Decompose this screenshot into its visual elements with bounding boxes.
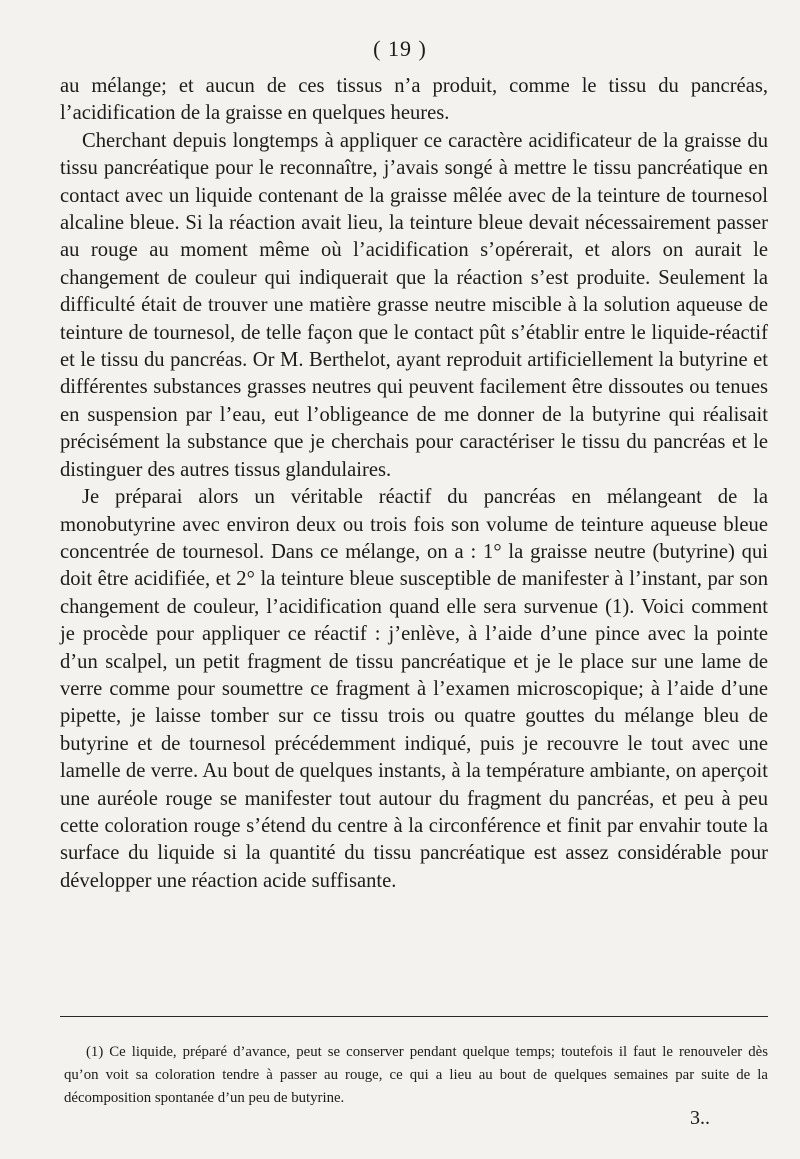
paragraph: Je préparai alors un véritable réactif du pancréas en mélangeant de la monobutyrine avec environ deux ou trois fois son volume de teinture aqueuse bleue concentrée de tournesol. Dans ce mélange, on a : 1° la graisse neutre (butyrine) qui doit être acidifiée, et 2° la teinture bleue susceptible de manifester à l’instant, par son changement de couleur, l’acidification quand elle sera survenue (1). Voici comment je procède pour appliquer ce réactif : j’enlève, à l’aide d’une pince avec la pointe d’un scalpel, un petit fragment de tissu pancréatique et je le place sur une lame de verre comme pour soumettre ce fragment à l’examen microscopique; à l’aide d’une pipette, je laisse tomber sur ce tissu trois ou quatre gouttes du mélange bleu de butyrine et de tournesol précédemment indiqué, puis je recouvre le tout avec une lamelle de verre. Au bout de quelques instants, à la température ambiante, on aperçoit une auréole rouge se manifester tout autour du fragment du pancréas, et peu à peu cette coloration rouge s’étend du centre à la circonférence et finit par envahir toute la surface du liquide si la quantité du tissu pancréatique est assez considérable pour développer une réaction acide suffisante. — [60, 486, 768, 892]
body-text — [60, 73, 768, 895]
footnote: (1) Ce liquide, préparé d’avance, peut se conserver pendant quelque temps; toutefois il faut le renouveler dès qu’on voit sa coloration tendre à passer au rouge, ce qui a lieu au bout de quelques semaines par suite de la décomposition spontanée d’un peu de butyrine. — [64, 1044, 768, 1106]
footnote-divider — [60, 1016, 768, 1017]
signature-mark: 3.. — [690, 1107, 710, 1129]
paragraph: Cherchant depuis longtemps à appliquer ce caractère acidificateur de la graisse du tissu pancréatique pour le reconnaître, j’avais songé à mettre le tissu pancréatique en contact avec un liquide contenant de la graisse mêlée avec de la teinture de tournesol alcaline bleue. Si la réaction avait lieu, la teinture bleue devait nécessairement passer au rouge au moment même où l’acidification s’opérerait, et alors on aurait le changement de couleur qui indiquerait que la réaction s’est produite. Seulement la difficulté était de trouver une matière grasse neutre miscible à la solution aqueuse de teinture de tournesol, de telle façon que le contact pût s’établir entre le liquide-réactif et le tissu du pancréas. Or M. Berthelot, ayant reproduit artificiellement la butyrine et différentes substances grasses neutres qui peuvent facilement être dissoutes ou tenues en suspension par l’eau, eut l’obligeance de me donner de la butyrine qui réalisait précisément la substance que je cherchais pour caractériser le tissu du pancréas et le distinguer des autres tissus glandulaires. — [60, 129, 768, 481]
paragraph-continuation: au mélange; et aucun de ces tissus n’a produit, comme le tissu du pancréas, l’acidification de la graisse en quelques heures. — [60, 75, 768, 125]
page-number: ( 19 ) — [373, 36, 427, 61]
